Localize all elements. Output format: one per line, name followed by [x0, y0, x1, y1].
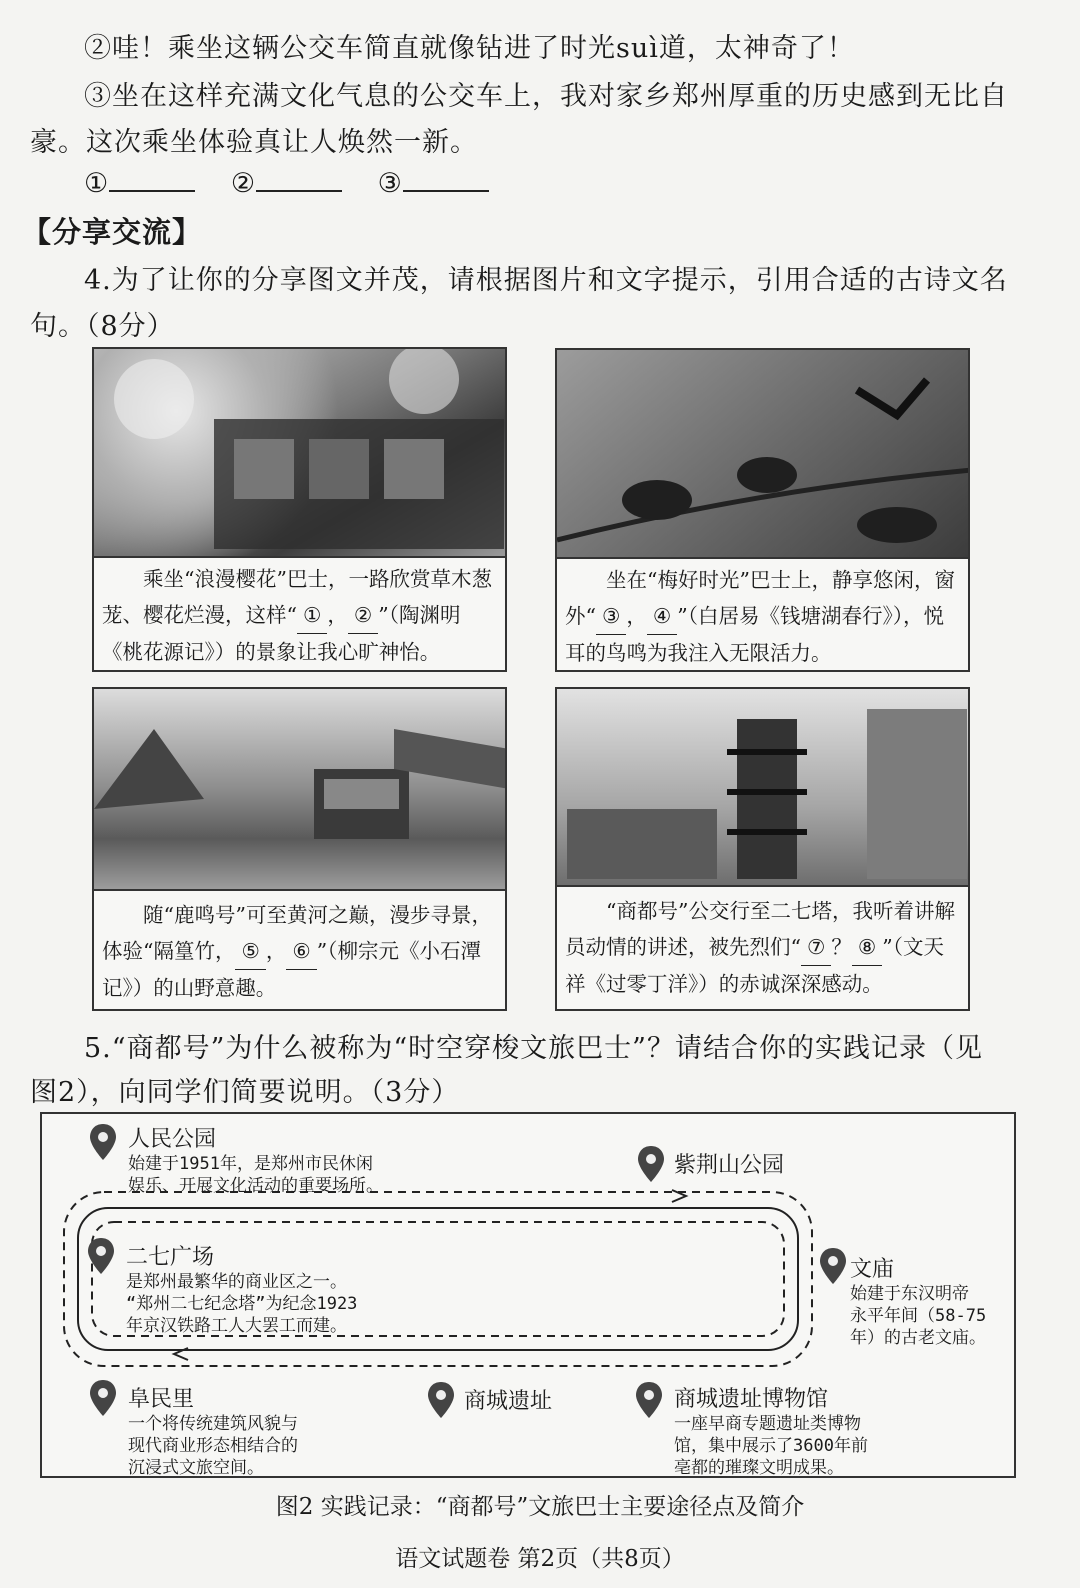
- panel-3-text-post: ”（柳宗元《小石潭记》）的山野意趣。: [102, 939, 481, 1000]
- panel-1-sep: ，: [327, 603, 348, 627]
- option-3-text: ③坐在这样充满文化气息的公交车上，我对家乡郑州厚重的历史感到无比自: [84, 81, 1008, 112]
- panel-4-text-post: ”（文天祥《过零丁洋》）的赤诚深深感动。: [565, 935, 944, 996]
- blank-3-label: ③: [377, 168, 403, 199]
- panel-3-blank-1[interactable]: ⑤: [235, 933, 265, 970]
- question-5-line2: 图2），向同学们简要说明。（3分）: [30, 1077, 460, 1108]
- page-footer: 语文试题卷 第2页（共8页）: [395, 1546, 685, 1572]
- panel-2-blank-2[interactable]: ④: [647, 598, 677, 635]
- panel-2-sep: ，: [626, 604, 647, 628]
- stop-name: 商城遗址博物馆: [674, 1387, 829, 1412]
- panel-1-blank-2[interactable]: ②: [348, 597, 378, 634]
- bus-illustration: [94, 349, 505, 556]
- panel-2-text-pre: 坐在“梅好时光”巴士上，静享悠闲，窗外“: [565, 568, 955, 628]
- panel-4-caption: [565, 893, 962, 1002]
- answer-blanks: [84, 168, 489, 199]
- location-pin-icon: [634, 1380, 664, 1422]
- panel-birds: [555, 348, 970, 672]
- stop-name: 人民公园: [128, 1127, 217, 1152]
- location-pin-icon: [636, 1144, 666, 1186]
- stop-desc: 一个将传统建筑风貌与 现代商业形态相结合的 沉浸式文旅空间。: [128, 1414, 298, 1478]
- panel-3-sep: ，: [265, 939, 287, 963]
- stop-renmin-park[interactable]: [128, 1122, 383, 1197]
- stop-name: 商城遗址: [464, 1389, 553, 1414]
- location-pin-icon: [426, 1380, 456, 1422]
- location-pin-icon: [818, 1246, 848, 1288]
- stop-desc: 一座早商专题遗址类博物 馆，集中展示了3600年前 亳都的璀璨文明成果。: [674, 1414, 868, 1478]
- blank-2[interactable]: [256, 190, 342, 192]
- birds-photo: [557, 350, 968, 559]
- panel-sakura-bus: [92, 347, 507, 672]
- panel-4-sep: ？: [831, 935, 852, 959]
- panel-2-text-post: ”（白居易《钱塘湖春行》），悦耳的鸟鸣为我注入无限活力。: [565, 604, 944, 665]
- panel-1-text-post: ”（陶渊明《桃花源记》）的景象让我心旷神怡。: [102, 603, 461, 664]
- stop-name: 紫荆山公园: [674, 1153, 785, 1178]
- stop-name: 文庙: [850, 1257, 895, 1282]
- panel-3-caption: [102, 897, 499, 1006]
- stop-zijingshan-park[interactable]: [674, 1148, 784, 1179]
- location-pin-icon: [88, 1378, 118, 1420]
- question-5-line1: 5.“商都号”为什么被称为“时空穿梭文旅巴士”？请结合你的实践记录（见: [84, 1033, 983, 1064]
- section-title: 【分享交流】: [22, 215, 203, 249]
- stop-desc: 始建于1951年，是郑州市民休闲 娱乐、开展文化活动的重要场所。: [128, 1154, 383, 1196]
- blank-1[interactable]: [109, 190, 195, 192]
- panel-shangdu-bus: [555, 687, 970, 1011]
- option-3-text-cont: 豪。这次乘坐体验真让人焕然一新。: [30, 127, 478, 158]
- mountain-bus-illustration: [94, 689, 505, 889]
- blank-2-label: ②: [230, 168, 257, 199]
- panel-4-blank-1[interactable]: ⑦: [801, 929, 831, 966]
- panel-luming-bus: [92, 687, 507, 1011]
- blank-1-label: ①: [84, 168, 110, 199]
- location-pin-icon: [86, 1236, 116, 1278]
- panel-2-caption: [565, 562, 962, 671]
- sakura-bus-photo: [94, 349, 505, 558]
- option-2-text: ②哇！乘坐这辆公交车简直就像钻进了时光suì道，太神奇了！: [84, 33, 855, 64]
- swallows-illustration: [557, 350, 968, 557]
- luming-bus-photo: [94, 689, 505, 891]
- route-map: [40, 1112, 1016, 1478]
- panel-4-text-pre: “商都号”公交行至二七塔，我听着讲解员动情的讲述，被先烈们“: [565, 899, 955, 959]
- question-4-line2: 句。（8分）: [30, 311, 175, 342]
- panel-1-blank-1[interactable]: ①: [297, 597, 327, 634]
- stop-erqi-square[interactable]: [126, 1240, 357, 1337]
- stop-desc: 始建于东汉明帝 永平年间（58-75 年）的古老文庙。: [850, 1284, 987, 1348]
- stop-name: 二七广场: [126, 1245, 215, 1270]
- stop-name: 阜民里: [128, 1387, 195, 1412]
- blank-3[interactable]: [403, 190, 489, 192]
- stop-wenmiao[interactable]: [850, 1252, 986, 1349]
- question-4-line1: 4.为了让你的分享图文并茂，请根据图片和文字提示，引用合适的古诗文名: [84, 265, 1008, 296]
- panel-1-caption: [102, 561, 499, 670]
- panel-1-text-pre: 乘坐“浪漫樱花”巴士，一路欣赏草木葱茏、樱花烂漫，这样“: [102, 567, 492, 627]
- stop-shangcheng-site[interactable]: [464, 1384, 552, 1415]
- panel-3-blank-2[interactable]: ⑥: [286, 933, 316, 970]
- erqi-tower-photo: [557, 689, 968, 887]
- panel-4-blank-2[interactable]: ⑧: [852, 929, 882, 966]
- tower-illustration: [557, 689, 968, 885]
- stop-fuminli[interactable]: [128, 1382, 298, 1479]
- stop-shangcheng-museum[interactable]: [674, 1382, 868, 1479]
- figure-caption: 图2 实践记录：“商都号”文旅巴士主要途径点及简介: [275, 1494, 805, 1520]
- panel-3-text-pre: 随“鹿鸣号”可至黄河之巅，漫步寻景，体验“隔篁竹，: [102, 903, 492, 963]
- panel-2-blank-1[interactable]: ③: [596, 598, 626, 635]
- stop-desc: 是郑州最繁华的商业区之一。 “郑州二七纪念塔”为纪念1923 年京汉铁路工人大罢工而建。: [126, 1272, 358, 1336]
- location-pin-icon: [88, 1122, 118, 1164]
